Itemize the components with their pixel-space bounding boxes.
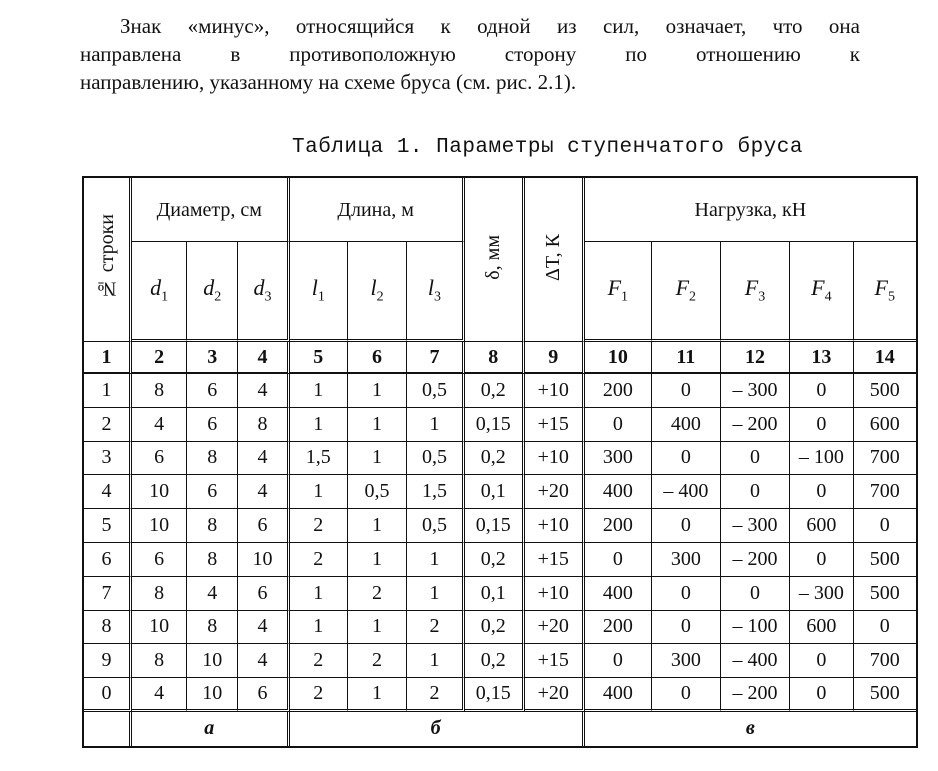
column-number: 2 [132,342,187,374]
table-cell: +15 [525,543,585,577]
column-number: 14 [854,342,917,374]
table-cell: 1 [290,577,348,611]
column-number: 4 [238,342,289,374]
table-cell: 400 [652,408,721,442]
table-cell: 1 [407,543,465,577]
table-cell: 1,5 [290,442,348,476]
table-cell: 0 [790,543,853,577]
table-cell: – 200 [721,678,791,712]
column-number: 5 [290,342,348,374]
table-cell: 500 [854,543,917,577]
table-cell: – 300 [721,509,791,543]
table-cell: 500 [854,678,917,712]
table-cell: 700 [854,475,917,509]
table-cell: 400 [585,475,652,509]
column-number: 9 [525,342,585,374]
table-cell: +20 [525,475,585,509]
column-number: 11 [652,342,721,374]
table-cell: – 400 [652,475,721,509]
empty-cell [84,712,132,746]
table-cell: 1 [348,408,407,442]
table-cell: 1 [407,644,465,678]
table-cell: 1 [290,611,348,645]
table-cell: 6 [238,509,289,543]
table-cell: 1 [407,408,465,442]
table-cell: 7 [84,577,132,611]
table-cell: 0 [721,442,791,476]
table-cell: 0,1 [465,475,525,509]
length-2-header: $l_2$ [348,242,407,342]
table-cell: 400 [585,577,652,611]
load-2-header: $F_2$ [652,242,721,342]
table-cell: 0 [652,442,721,476]
table-cell: 8 [187,543,238,577]
column-number: 10 [585,342,652,374]
table-cell: 1 [290,374,348,408]
table-row [84,543,916,577]
table-cell: 0 [854,611,917,645]
table-cell: 0 [652,374,721,408]
table-cell: 6 [238,577,289,611]
paragraph-line: направлению, указанному на схеме бруса (см. рис. 2.1). [80,70,577,94]
table-cell: – 400 [721,644,791,678]
table-cell: 0 [721,577,791,611]
length-1-header: $l_1$ [290,242,348,342]
table-cell: 10 [132,509,187,543]
diameter-1-header: $d_1$ [132,242,187,342]
table-cell: 0 [790,678,853,712]
column-number: 8 [465,342,525,374]
table-cell: 6 [187,475,238,509]
column-number: 13 [790,342,853,374]
table-cell: 10 [132,611,187,645]
table-cell: 8 [132,644,187,678]
group-label-b: б [290,712,585,746]
table-cell: 0,1 [465,577,525,611]
table-cell: 0 [652,611,721,645]
table-cell: 0 [790,408,853,442]
table-cell: 0 [652,509,721,543]
table-cell: 200 [585,374,652,408]
table-cell: 8 [84,611,132,645]
table-cell: +10 [525,442,585,476]
table-cell: 300 [585,442,652,476]
table-cell: 1 [290,408,348,442]
table-cell: 4 [187,577,238,611]
table-row [84,678,916,712]
table-cell: 200 [585,509,652,543]
table-cell: 0 [652,678,721,712]
table-cell: 1 [84,374,132,408]
table-cell: 9 [84,644,132,678]
group-label-a: а [132,712,290,746]
table-cell: 0,15 [465,509,525,543]
table-cell: 0,5 [407,374,465,408]
table-cell: 300 [652,644,721,678]
table-row [84,611,916,645]
column-number: 1 [84,342,132,374]
diameter-2-header: $d_2$ [187,242,238,342]
paragraph-line: направлена в противоположную сторону по отношению к [80,42,860,66]
table-cell: +15 [525,644,585,678]
table-cell: 10 [187,644,238,678]
table-cell: 0,15 [465,678,525,712]
table-cell: 6 [187,408,238,442]
table-cell: 2 [407,611,465,645]
table-cell: 2 [290,509,348,543]
table-cell: +10 [525,509,585,543]
table-cell: 4 [238,644,289,678]
table-row [84,644,916,678]
load-1-header: $F_1$ [585,242,652,342]
table-cell: 1,5 [407,475,465,509]
group-label-v: в [745,717,755,740]
table-cell: +15 [525,408,585,442]
delta-header: δ, мм [465,178,525,342]
table-cell: 1 [290,475,348,509]
table-cell: +20 [525,678,585,712]
load-4-header: $F_4$ [790,242,853,342]
table-cell: 0 [652,577,721,611]
table-cell: 400 [585,678,652,712]
table-caption: Таблица 1. Параметры ступенчатого бруса [292,136,803,159]
table-cell: – 100 [721,611,791,645]
table-cell: – 300 [790,577,853,611]
table-cell: 500 [854,577,917,611]
table-row [84,408,916,442]
length-3-header: $l_3$ [407,242,465,342]
table-cell: 0,2 [465,644,525,678]
load-5-header: $F_5$ [854,242,917,342]
parameters-table [82,176,918,748]
table-cell: 2 [407,678,465,712]
table-cell: 1 [348,611,407,645]
table-cell: 4 [238,442,289,476]
table-cell: 8 [238,408,289,442]
table-cell: 10 [238,543,289,577]
table-cell: 8 [187,509,238,543]
table-cell: 200 [585,611,652,645]
table-cell: – 300 [721,374,791,408]
column-number: 7 [407,342,465,374]
table-cell: 2 [84,408,132,442]
table-row [84,509,916,543]
column-numbers-row [84,342,916,374]
table-cell: 0 [790,644,853,678]
table-row [84,475,916,509]
table-cell: – 100 [790,442,853,476]
table-cell: 0,15 [465,408,525,442]
table-cell: 4 [238,611,289,645]
table-cell: 4 [238,374,289,408]
table-cell: 4 [84,475,132,509]
table-cell: 8 [132,374,187,408]
table-row [84,442,916,476]
row-number-header: № строки [84,178,132,342]
table-cell: 6 [84,543,132,577]
table-cell: 0 [585,408,652,442]
table-cell: 2 [348,577,407,611]
table-cell: 2 [290,678,348,712]
table-cell: 0,5 [348,475,407,509]
table-cell: 2 [290,644,348,678]
table-cell: +10 [525,374,585,408]
table-cell: 0,2 [465,442,525,476]
table-row [84,577,916,611]
table-cell: 600 [790,611,853,645]
table-cell: 3 [84,442,132,476]
table-cell: 10 [132,475,187,509]
table-cell: 10 [187,678,238,712]
paragraph-line: Знак «минус», относящийся к одной из сил, означает, что она [120,14,860,38]
table-cell: – 200 [721,543,791,577]
table-cell: 8 [187,611,238,645]
table-cell: 300 [652,543,721,577]
delta-t-header: ΔT, К [525,178,585,342]
table-cell: 1 [348,543,407,577]
table-cell: 0 [721,475,791,509]
table-cell: 600 [790,509,853,543]
column-number: 3 [187,342,238,374]
table-cell: 1 [348,509,407,543]
table-cell: 0,2 [465,543,525,577]
table-cell: +20 [525,611,585,645]
table-cell: 0 [84,678,132,712]
table-cell: 0 [585,644,652,678]
table-cell: 600 [854,408,917,442]
table-cell: – 200 [721,408,791,442]
table-cell: 8 [132,577,187,611]
table-cell: 0 [585,543,652,577]
diameter-header: Диаметр, см [132,178,290,242]
table-cell: 4 [132,408,187,442]
table-cell: 0,5 [407,509,465,543]
table-cell: 0 [790,475,853,509]
table-cell: 1 [407,577,465,611]
table-cell: 1 [348,678,407,712]
table-cell: 0 [854,509,917,543]
table-cell: 500 [854,374,917,408]
table-cell: 700 [854,644,917,678]
table-cell: 6 [187,374,238,408]
table-cell: 0,2 [465,611,525,645]
column-number: 12 [721,342,791,374]
table-cell: 5 [84,509,132,543]
table-cell: +10 [525,577,585,611]
table-cell: 2 [290,543,348,577]
table-cell: 0,5 [407,442,465,476]
diameter-3-header: $d_3$ [238,242,289,342]
table-cell: 8 [187,442,238,476]
table-row [84,374,916,408]
group-labels-row [84,712,916,746]
table-cell: 6 [238,678,289,712]
load-header: Нагрузка, кН [585,178,916,242]
table-cell: 0 [790,374,853,408]
table-cell: 700 [854,442,917,476]
column-number: 6 [348,342,407,374]
table-cell: 6 [132,442,187,476]
length-header: Длина, м [290,178,465,242]
load-3-header: $F_3$ [721,242,791,342]
table-cell: 4 [132,678,187,712]
table-cell: 0,2 [465,374,525,408]
table-cell: 1 [348,374,407,408]
intro-paragraph [80,12,860,96]
table-cell: 4 [238,475,289,509]
table-cell: 1 [348,442,407,476]
table-cell: 6 [132,543,187,577]
table-cell: 2 [348,644,407,678]
